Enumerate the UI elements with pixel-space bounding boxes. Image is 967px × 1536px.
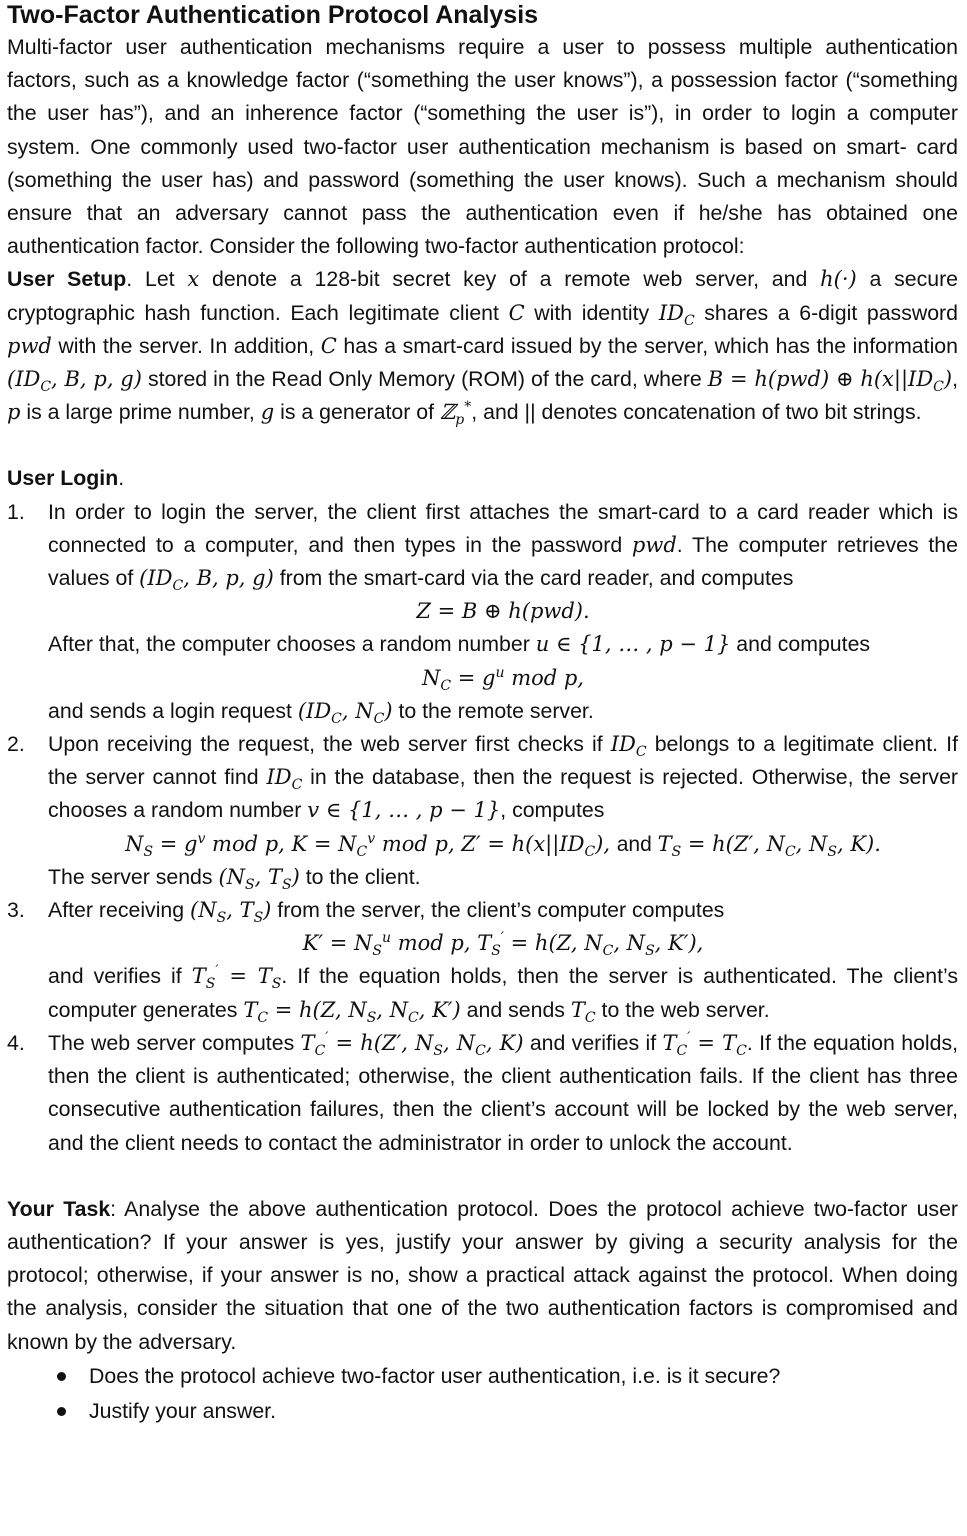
spacer <box>7 429 958 462</box>
task-bullets <box>7 1359 958 1429</box>
task-bullet-2: Justify your answer. <box>7 1394 958 1429</box>
equation-client: $K' = N_S^u$ mod p, $T_S' = h(Z$, $N_C$, $N_S$, K′), <box>302 930 704 960</box>
equation-nc: $N_C = g^u$ mod p, <box>422 664 584 694</box>
login-step-4: 4. The web server computes $T_C' = h(Z'$, $N_S$, $N_C$, K) and verifies if $T_C' = T_C$. If the equation holds, then the client is authenticated; otherwise, the client authentication fails. If the client has three consecutive authentication failures, then the client’s account will be locked by the web server, and the client needs to contact the administrator in order to unlock the account. <box>7 1027 958 1160</box>
task-paragraph: Your Task: Analyse the above authentication protocol. Does the protocol achieve two-factor user authentication? If your answer is yes, justify your answer by giving a security analysis for the protocol; otherwise, if your answer is no, show a practical attack against the protocol. When doing the analysis, consider the situation that one of the two authentication factors is compromised and known by the adversary. <box>7 1196 958 1354</box>
login-steps-list <box>7 496 958 1160</box>
task-bullet-1: Does the protocol achieve two-factor user authentication, i.e. is it secure? <box>7 1359 958 1394</box>
step-number: 4. <box>7 1030 25 1055</box>
user-setup-paragraph: User Setup. Let x denote a 128-bit secret key of a remote web server, and h(·) a secure cryptographic hash function. Each legitimate client C with identity $ID_C$ shares a 6-digit password pwd with the server. In addition, C has a smart-card issued by the server, which has the information ($ID_C$, B, p, g) stored in the Read Only Memory (ROM) of the card, where B = h(pwd) ⊕ $h(x||ID_C)$, p is a large prime number, g is a generator of ℤ$_p$*, and || denotes concatenation of two bit strings. <box>7 267 959 429</box>
step-number: 1. <box>7 499 25 524</box>
task-heading: Your Task <box>7 1196 111 1221</box>
login-step-2: 2. Upon receiving the request, the web server first checks if $ID_C$ belongs to a legitimate client. If the server cannot find $ID_C$ in the database, then the request is rejected. Otherwise, the server chooses a random number v ∈ {1, … , p − 1}, computes $N_S = g^v$ mod p, $K = N_C^v$ mod p, $Z' = h(x||ID_C)$, and $T_S = h(Z'$, $N_C$, $N_S$, K). The server sends ($N_S$, $T_S$) to the client. <box>7 728 958 894</box>
spacer <box>7 1160 958 1193</box>
step-number: 2. <box>7 732 25 757</box>
step-number: 3. <box>7 898 25 923</box>
login-step-3: 3. After receiving ($N_S$, $T_S$) from the server, the client’s computer computes $K' = N_S^u$ mod p, $T_S' = h(Z$, $N_C$, $N_S$, K′), and verifies if $T_S' = T_S$. If the equation holds, then the server is authenticated. The client’s computer generates $T_C = h(Z$, $N_S$, $N_C$, K′) and sends $T_C$ to the web server. <box>7 894 958 1027</box>
intro-paragraph: Multi-factor user authentication mechanisms require a user to possess multiple authentication factors, such as a knowledge factor (“something the user knows”), a possession factor (“something the user has”), and an inherence factor (“something the user is”), in order to login a computer system. One commonly used two-factor user authentication mechanism is based on smart- card (something the user has) and password (something the user knows). Such a mechanism should ensure that an adversary cannot pass the authentication even if he/she has obtained one authentication factor. Consider the following two-factor authentication protocol: <box>7 35 958 259</box>
login-step-1: 1. In order to login the server, the client first attaches the smart-card to a card reader which is connected to a computer, and then types in the password pwd. The computer retrieves the values of ($ID_C$, B, p, g) from the smart-card via the card reader, and computes Z = B ⊕ h(pwd). After that, the computer chooses a random number u ∈ {1, … , p − 1} and computes $N_C = g^u$ mod p, and sends a login request ($ID_C$, $N_C$) to the remote server. <box>7 496 958 728</box>
user-setup-heading: User Setup <box>7 267 127 292</box>
equation-server: $N_S = g^v$ mod p, $K = N_C^v$ mod p, $Z' = h(x||ID_C)$, and $T_S = h(Z'$, $N_C$, $N_S$, K). <box>125 830 881 860</box>
user-login-heading: User Login. <box>7 466 125 491</box>
equation-z: Z = B ⊕ h(pwd). <box>416 599 590 624</box>
page-title: Two-Factor Authentication Protocol Analysis <box>7 1 539 29</box>
